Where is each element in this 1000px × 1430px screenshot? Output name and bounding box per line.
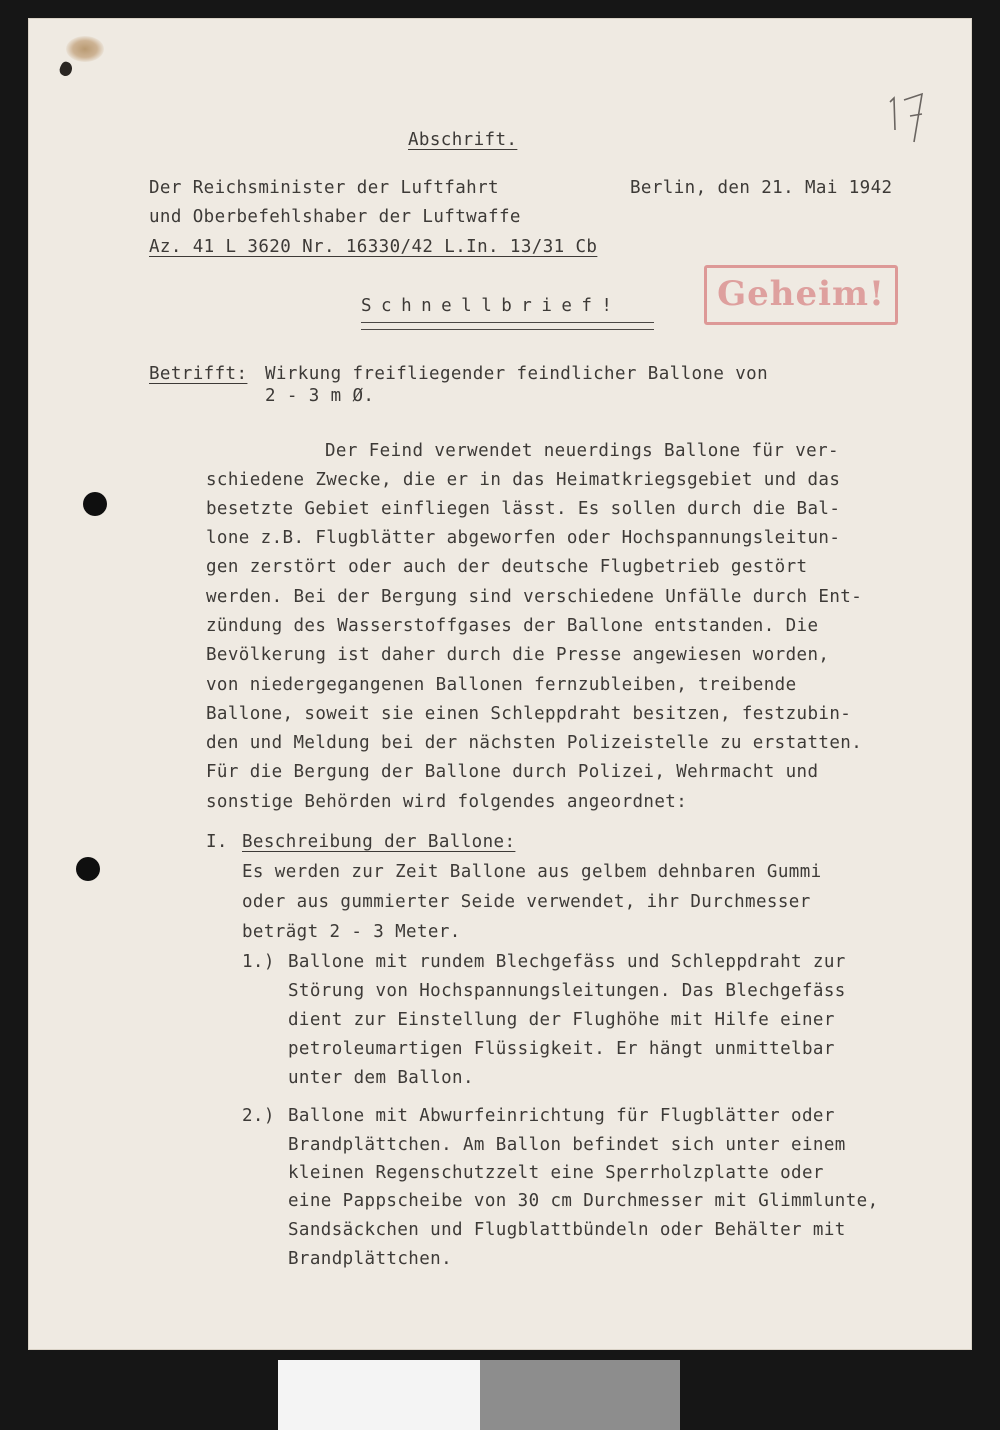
sender-line-2: und Oberbefehlshaber der Luftwaffe: [149, 207, 521, 227]
body-line: schiedene Zwecke, die er in das Heimatkriegsgebiet und das: [206, 470, 841, 490]
body-line: Der Feind verwendet neuerdings Ballone für ver-: [325, 441, 839, 461]
section-1-title: Beschreibung der Ballone:: [242, 832, 516, 852]
item-2-line: Brandplättchen.: [288, 1249, 453, 1269]
punch-hole-lower: [76, 857, 100, 881]
item-2-number: 2.): [242, 1106, 275, 1126]
sender-line-1: Der Reichsminister der Luftfahrt: [149, 178, 499, 198]
body-line: von niedergegangenen Ballonen fernzubleiben, treibende: [206, 675, 797, 695]
double-underline: [361, 322, 654, 330]
item-2-line: Ballone mit Abwurfeinrichtung für Flugblätter oder: [288, 1106, 835, 1126]
body-line: gen zerstört oder auch der deutsche Flugbetrieb gestört: [206, 557, 808, 577]
subject-line-2: 2 - 3 m Ø.: [265, 386, 375, 406]
secret-stamp: [704, 265, 898, 325]
letter-type: Schnellbrief!: [361, 296, 622, 316]
reference-number: Az. 41 L 3620 Nr. 16330/42 L.In. 13/31 Cb: [149, 237, 598, 257]
body-line: zündung des Wasserstoffgases der Ballone entstanden. Die: [206, 616, 819, 636]
body-line: sonstige Behörden wird folgendes angeordnet:: [206, 792, 688, 812]
body-line: Bevölkerung ist daher durch die Presse angewiesen worden,: [206, 645, 830, 665]
subject-line-1: Wirkung freifliegender feindlicher Ballone von: [265, 364, 769, 384]
document-heading: Abschrift.: [408, 130, 518, 150]
subject-label: Betrifft:: [149, 364, 248, 384]
body-line: Ballone, soweit sie einen Schleppdraht besitzen, festzubin-: [206, 704, 852, 724]
item-1-line: petroleumartigen Flüssigkeit. Er hängt unmittelbar: [288, 1039, 835, 1059]
section-1-line: beträgt 2 - 3 Meter.: [242, 922, 461, 942]
body-line: werden. Bei der Bergung sind verschiedene Unfälle durch Ent-: [206, 587, 863, 607]
item-1-line: Ballone mit rundem Blechgefäss und Schleppdraht zur: [288, 952, 846, 972]
item-1-number: 1.): [242, 952, 275, 972]
item-1-line: Störung von Hochspannungsleitungen. Das Blechgefäss: [288, 981, 846, 1001]
punch-hole-upper: [83, 492, 107, 516]
item-2-line: Sandsäckchen und Flugblattbündeln oder Behälter mit: [288, 1220, 846, 1240]
body-line: lone z.B. Flugblätter abgeworfen oder Hochspannungsleitun-: [206, 528, 841, 548]
body-line: besetzte Gebiet einfliegen lässt. Es sollen durch die Bal-: [206, 499, 841, 519]
item-2-line: eine Pappscheibe von 30 cm Durchmesser mit Glimmlunte,: [288, 1191, 879, 1211]
folio-number-handwritten: [884, 88, 934, 148]
color-reference-white: [278, 1360, 480, 1430]
section-1-line: oder aus gummierter Seide verwendet, ihr Durchmesser: [242, 892, 811, 912]
section-1-number: I.: [206, 832, 228, 852]
color-reference-grey: [480, 1360, 680, 1430]
item-2-line: Brandplättchen. Am Ballon befindet sich unter einem: [288, 1135, 846, 1155]
burn-mark: [66, 36, 104, 62]
section-1-line: Es werden zur Zeit Ballone aus gelbem dehnbaren Gummi: [242, 862, 822, 882]
item-1-line: dient zur Einstellung der Flughöhe mit Hilfe einer: [288, 1010, 835, 1030]
item-1-line: unter dem Ballon.: [288, 1068, 474, 1088]
body-line: Für die Bergung der Ballone durch Polizei, Wehrmacht und: [206, 762, 819, 782]
stamp-text: Geheim!: [717, 274, 885, 314]
item-2-line: kleinen Regenschutzzelt eine Sperrholzplatte oder: [288, 1163, 824, 1183]
body-line: den und Meldung bei der nächsten Polizeistelle zu erstatten.: [206, 733, 863, 753]
place-date: Berlin, den 21. Mai 1942: [630, 178, 893, 198]
